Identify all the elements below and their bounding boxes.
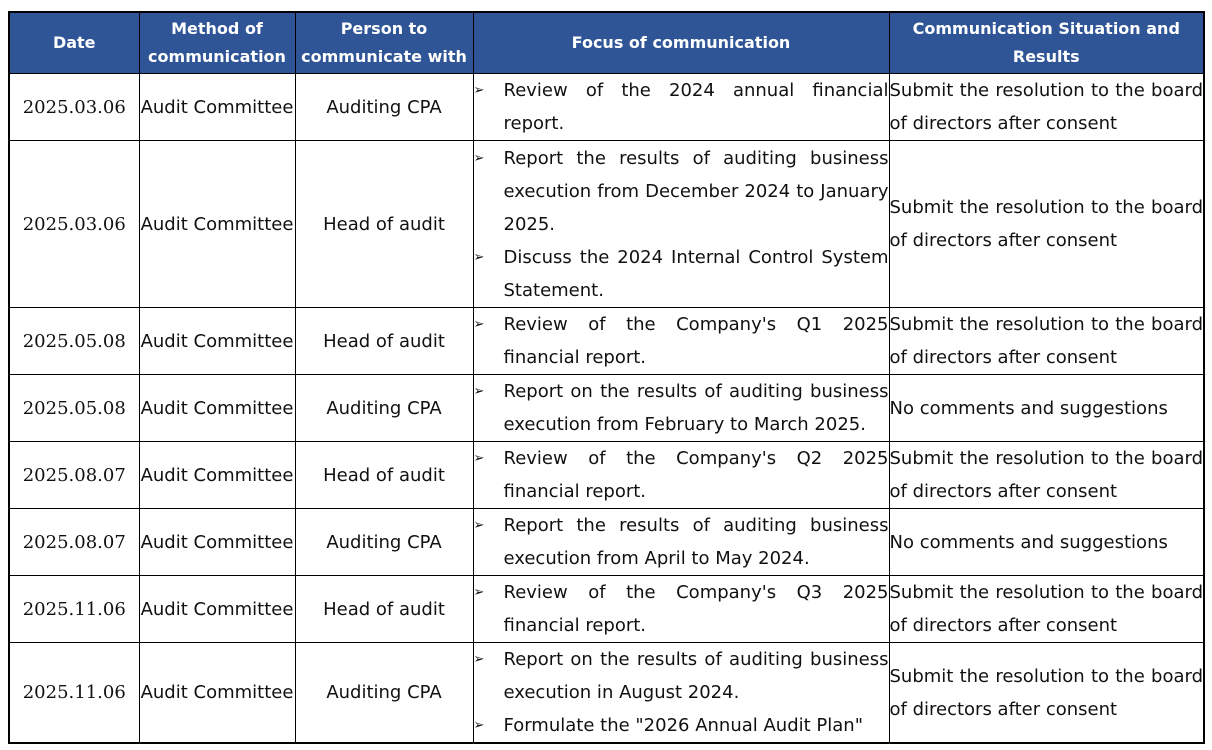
table-row bbox=[9, 74, 1204, 141]
header-method: Method of communication bbox=[139, 12, 295, 74]
arrow-bullet-icon: ➢ bbox=[473, 451, 485, 466]
arrow-bullet-icon: ➢ bbox=[473, 518, 485, 533]
result-cell: Submit the resolution to the board of directors after consent bbox=[889, 141, 1204, 308]
result-cell: Submit the resolution to the board of directors after consent bbox=[889, 308, 1204, 375]
date-cell: 2025.03.06 bbox=[9, 141, 139, 308]
focus-bullet-item bbox=[474, 375, 889, 441]
header-result: Communication Situation and Results bbox=[889, 12, 1204, 74]
arrow-bullet-icon: ➢ bbox=[473, 585, 485, 600]
focus-cell bbox=[473, 141, 889, 308]
method-cell: Audit Committee bbox=[139, 308, 295, 375]
arrow-bullet-icon: ➢ bbox=[473, 317, 485, 332]
table-row bbox=[9, 576, 1204, 643]
arrow-bullet-icon: ➢ bbox=[473, 150, 485, 166]
table-row bbox=[9, 375, 1204, 442]
header-row bbox=[9, 12, 1204, 74]
arrow-bullet-icon: ➢ bbox=[473, 652, 485, 667]
focus-text: Report the results of auditing business execution from December 2024 to January 2025. bbox=[503, 147, 889, 235]
focus-cell bbox=[473, 509, 889, 576]
method-cell: Audit Committee bbox=[139, 375, 295, 442]
person-cell: Auditing CPA bbox=[295, 509, 473, 576]
date-cell: 2025.11.06 bbox=[9, 643, 139, 744]
person-cell: Head of audit bbox=[295, 308, 473, 375]
method-cell: Audit Committee bbox=[139, 509, 295, 576]
date-cell: 2025.08.07 bbox=[9, 509, 139, 576]
focus-bullet-item bbox=[474, 576, 889, 642]
table-body bbox=[9, 74, 1204, 744]
focus-bullet-item bbox=[474, 308, 889, 374]
focus-cell bbox=[473, 442, 889, 509]
header-focus: Focus of communication bbox=[473, 12, 889, 74]
method-cell: Audit Committee bbox=[139, 74, 295, 141]
method-cell: Audit Committee bbox=[139, 643, 295, 744]
arrow-bullet-icon: ➢ bbox=[473, 718, 485, 733]
focus-bullet-item bbox=[474, 142, 889, 241]
result-cell: No comments and suggestions bbox=[889, 375, 1204, 442]
arrow-bullet-icon: ➢ bbox=[473, 384, 485, 399]
focus-cell bbox=[473, 643, 889, 744]
header-person: Person to communicate with bbox=[295, 12, 473, 74]
person-cell: Head of audit bbox=[295, 576, 473, 643]
result-cell: No comments and suggestions bbox=[889, 509, 1204, 576]
result-cell: Submit the resolution to the board of directors after consent bbox=[889, 643, 1204, 744]
person-cell: Head of audit bbox=[295, 141, 473, 308]
focus-cell bbox=[473, 375, 889, 442]
date-cell: 2025.05.08 bbox=[9, 308, 139, 375]
table-row bbox=[9, 442, 1204, 509]
header-date: Date bbox=[9, 12, 139, 74]
method-cell: Audit Committee bbox=[139, 576, 295, 643]
focus-bullet-item bbox=[474, 509, 889, 575]
focus-text: Formulate the "2026 Annual Audit Plan" bbox=[503, 715, 863, 736]
focus-cell bbox=[473, 74, 889, 141]
result-cell: Submit the resolution to the board of directors after consent bbox=[889, 442, 1204, 509]
person-cell: Auditing CPA bbox=[295, 375, 473, 442]
date-cell: 2025.11.06 bbox=[9, 576, 139, 643]
result-cell: Submit the resolution to the board of directors after consent bbox=[889, 74, 1204, 141]
focus-bullet-item bbox=[474, 241, 889, 307]
focus-bullet-item bbox=[474, 442, 889, 508]
focus-text: Discuss the 2024 Internal Control System Statement. bbox=[503, 246, 889, 301]
focus-cell bbox=[473, 308, 889, 375]
method-cell: Audit Committee bbox=[139, 141, 295, 308]
communication-table bbox=[8, 11, 1205, 744]
date-cell: 2025.03.06 bbox=[9, 74, 139, 141]
focus-text: Report on the results of auditing business execution from February to March 2025. bbox=[503, 381, 889, 435]
table-row bbox=[9, 643, 1204, 744]
focus-bullet-item bbox=[474, 709, 889, 742]
arrow-bullet-icon: ➢ bbox=[473, 249, 485, 265]
focus-text: Review of the Company's Q2 2025 financial report. bbox=[503, 448, 889, 502]
focus-text: Report on the results of auditing business execution in August 2024. bbox=[503, 649, 889, 703]
result-cell: Submit the resolution to the board of directors after consent bbox=[889, 576, 1204, 643]
person-cell: Auditing CPA bbox=[295, 643, 473, 744]
focus-text: Review of the 2024 annual financial report. bbox=[503, 80, 889, 134]
date-cell: 2025.05.08 bbox=[9, 375, 139, 442]
focus-text: Report the results of auditing business execution from April to May 2024. bbox=[503, 515, 889, 569]
method-cell: Audit Committee bbox=[139, 442, 295, 509]
arrow-bullet-icon: ➢ bbox=[473, 83, 485, 98]
date-cell: 2025.08.07 bbox=[9, 442, 139, 509]
person-cell: Head of audit bbox=[295, 442, 473, 509]
table-row bbox=[9, 509, 1204, 576]
focus-bullet-item bbox=[474, 74, 889, 140]
table-row bbox=[9, 141, 1204, 308]
person-cell: Auditing CPA bbox=[295, 74, 473, 141]
table-row bbox=[9, 308, 1204, 375]
focus-bullet-item bbox=[474, 643, 889, 709]
table-header bbox=[9, 12, 1204, 74]
focus-text: Review of the Company's Q3 2025 financial report. bbox=[503, 582, 889, 636]
focus-cell bbox=[473, 576, 889, 643]
focus-text: Review of the Company's Q1 2025 financial report. bbox=[503, 314, 889, 368]
